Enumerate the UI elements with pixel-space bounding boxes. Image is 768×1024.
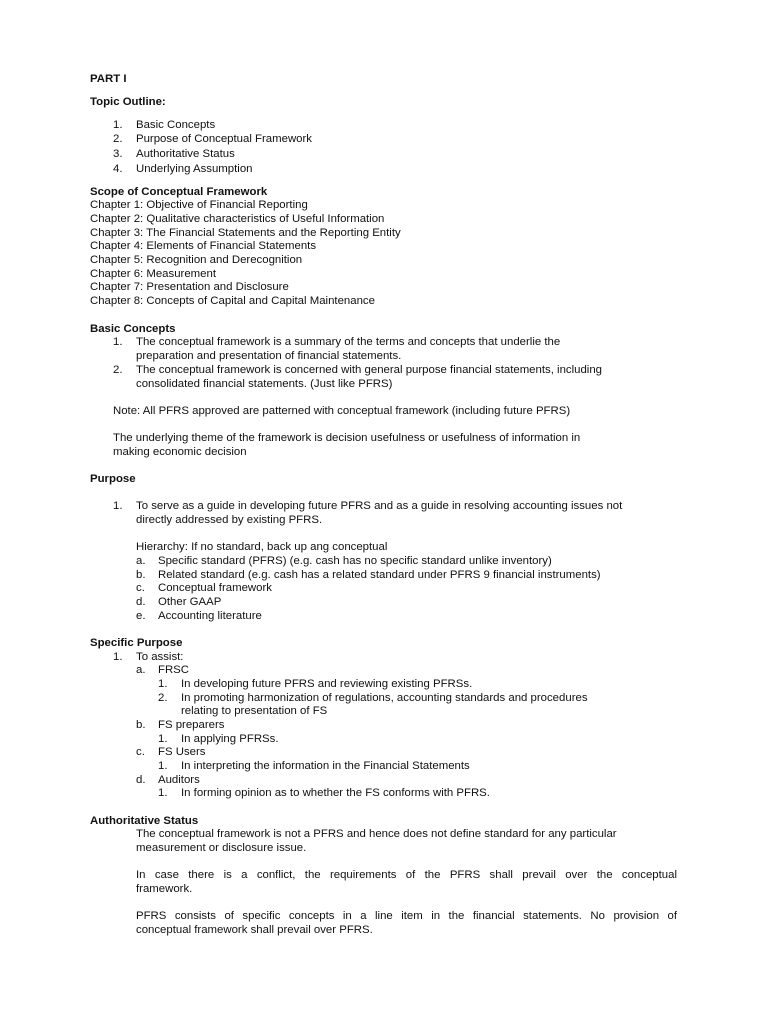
- purpose-line: directly addressed by existing PFRS.: [136, 514, 323, 526]
- purpose-line: To serve as a guide in developing future PFRS and as a guide in resolving accounting issues not: [136, 500, 623, 512]
- purpose-num: 1.: [113, 500, 123, 512]
- outline-item: Purpose of Conceptual Framework: [136, 133, 313, 145]
- outline-num: 4.: [113, 163, 123, 175]
- chapter-line: Chapter 7: Presentation and Disclosure: [90, 281, 289, 293]
- specific-subitem: In interpreting the information in the Financial Statements: [181, 760, 470, 772]
- hierarchy-item: Conceptual framework: [158, 582, 272, 594]
- authoritative-line: conceptual framework shall prevail over PFRS.: [136, 924, 373, 936]
- authoritative-line: measurement or disclosure issue.: [136, 842, 307, 854]
- specific-subnum: 2.: [158, 692, 168, 704]
- authoritative-line: framework.: [136, 883, 193, 895]
- basic-item-line: consolidated financial statements. (Just like PFRS): [136, 378, 393, 390]
- chapter-line: Chapter 8: Concepts of Capital and Capital Maintenance: [90, 295, 375, 307]
- authoritative-line: PFRS consists of specific concepts in a line item in the financial statements. No provision of: [136, 910, 677, 922]
- theme-line: The underlying theme of the framework is decision usefulness or usefulness of information in: [113, 432, 581, 444]
- authoritative-line: In case there is a conflict, the requirements of the PFRS shall prevail over the conceptual: [136, 869, 677, 881]
- outline-item: Underlying Assumption: [136, 163, 253, 175]
- hierarchy-item: Related standard (e.g. cash has a related standard under PFRS 9 financial instruments): [158, 569, 601, 581]
- purpose-heading: Purpose: [90, 473, 136, 485]
- specific-subitem: In applying PFRSs.: [181, 733, 279, 745]
- outline-num: 3.: [113, 148, 123, 160]
- basic-item-line: The conceptual framework is concerned with general purpose financial statements, including: [136, 364, 603, 376]
- specific-letter: a.: [136, 664, 146, 676]
- specific-subhead: FS Users: [158, 746, 206, 758]
- part-title: PART I: [90, 73, 127, 85]
- chapter-line: Chapter 6: Measurement: [90, 268, 216, 280]
- hierarchy-label: Hierarchy: If no standard, back up ang conceptual: [136, 541, 388, 553]
- hierarchy-letter: d.: [136, 596, 146, 608]
- specific-subitem: In forming opinion as to whether the FS conforms with PFRS.: [181, 787, 490, 799]
- specific-subitem: In promoting harmonization of regulations, accounting standards and procedures: [181, 692, 588, 704]
- specific-letter: d.: [136, 774, 146, 786]
- outline-num: 1.: [113, 119, 123, 131]
- outline-num: 2.: [113, 133, 123, 145]
- authoritative-line: The conceptual framework is not a PFRS and hence does not define standard for any particular: [136, 828, 617, 840]
- specific-subnum: 1.: [158, 678, 168, 690]
- hierarchy-letter: c.: [136, 582, 145, 594]
- specific-subnum: 1.: [158, 787, 168, 799]
- chapter-line: Chapter 3: The Financial Statements and the Reporting Entity: [90, 227, 401, 239]
- scope-heading: Scope of Conceptual Framework: [90, 186, 268, 198]
- specific-subnum: 1.: [158, 733, 168, 745]
- specific-subnum: 1.: [158, 760, 168, 772]
- hierarchy-letter: a.: [136, 555, 146, 567]
- specific-letter: c.: [136, 746, 145, 758]
- hierarchy-letter: b.: [136, 569, 146, 581]
- basic-num: 1.: [113, 336, 123, 348]
- authoritative-status-heading: Authoritative Status: [90, 815, 199, 827]
- specific-subitem: In developing future PFRS and reviewing existing PFRSs.: [181, 678, 473, 690]
- basic-item-line: preparation and presentation of financial statements.: [136, 350, 402, 362]
- specific-subhead: Auditors: [158, 774, 200, 786]
- chapter-line: Chapter 5: Recognition and Derecognition: [90, 254, 303, 266]
- outline-item: Authoritative Status: [136, 148, 235, 160]
- chapter-line: Chapter 4: Elements of Financial Statements: [90, 240, 317, 252]
- specific-item: To assist:: [136, 651, 184, 663]
- hierarchy-item: Accounting literature: [158, 610, 262, 622]
- chapter-line: Chapter 1: Objective of Financial Reporting: [90, 199, 308, 211]
- specific-subitem: relating to presentation of FS: [181, 705, 328, 717]
- theme-line: making economic decision: [113, 446, 247, 458]
- specific-num: 1.: [113, 651, 123, 663]
- specific-subhead: FS preparers: [158, 719, 225, 731]
- specific-letter: b.: [136, 719, 146, 731]
- outline-item: Basic Concepts: [136, 119, 216, 131]
- specific-subhead: FRSC: [158, 664, 190, 676]
- hierarchy-item: Other GAAP: [158, 596, 222, 608]
- topic-outline-heading: Topic Outline:: [90, 96, 166, 108]
- chapter-line: Chapter 2: Qualitative characteristics of Useful Information: [90, 213, 385, 225]
- basic-concepts-heading: Basic Concepts: [90, 323, 176, 335]
- specific-purpose-heading: Specific Purpose: [90, 637, 183, 649]
- note-paragraph: Note: All PFRS approved are patterned with conceptual framework (including future PFRS): [113, 405, 571, 417]
- basic-num: 2.: [113, 364, 123, 376]
- basic-item-line: The conceptual framework is a summary of the terms and concepts that underlie the: [136, 336, 561, 348]
- hierarchy-item: Specific standard (PFRS) (e.g. cash has no specific standard unlike inventory): [158, 555, 552, 567]
- hierarchy-letter: e.: [136, 610, 146, 622]
